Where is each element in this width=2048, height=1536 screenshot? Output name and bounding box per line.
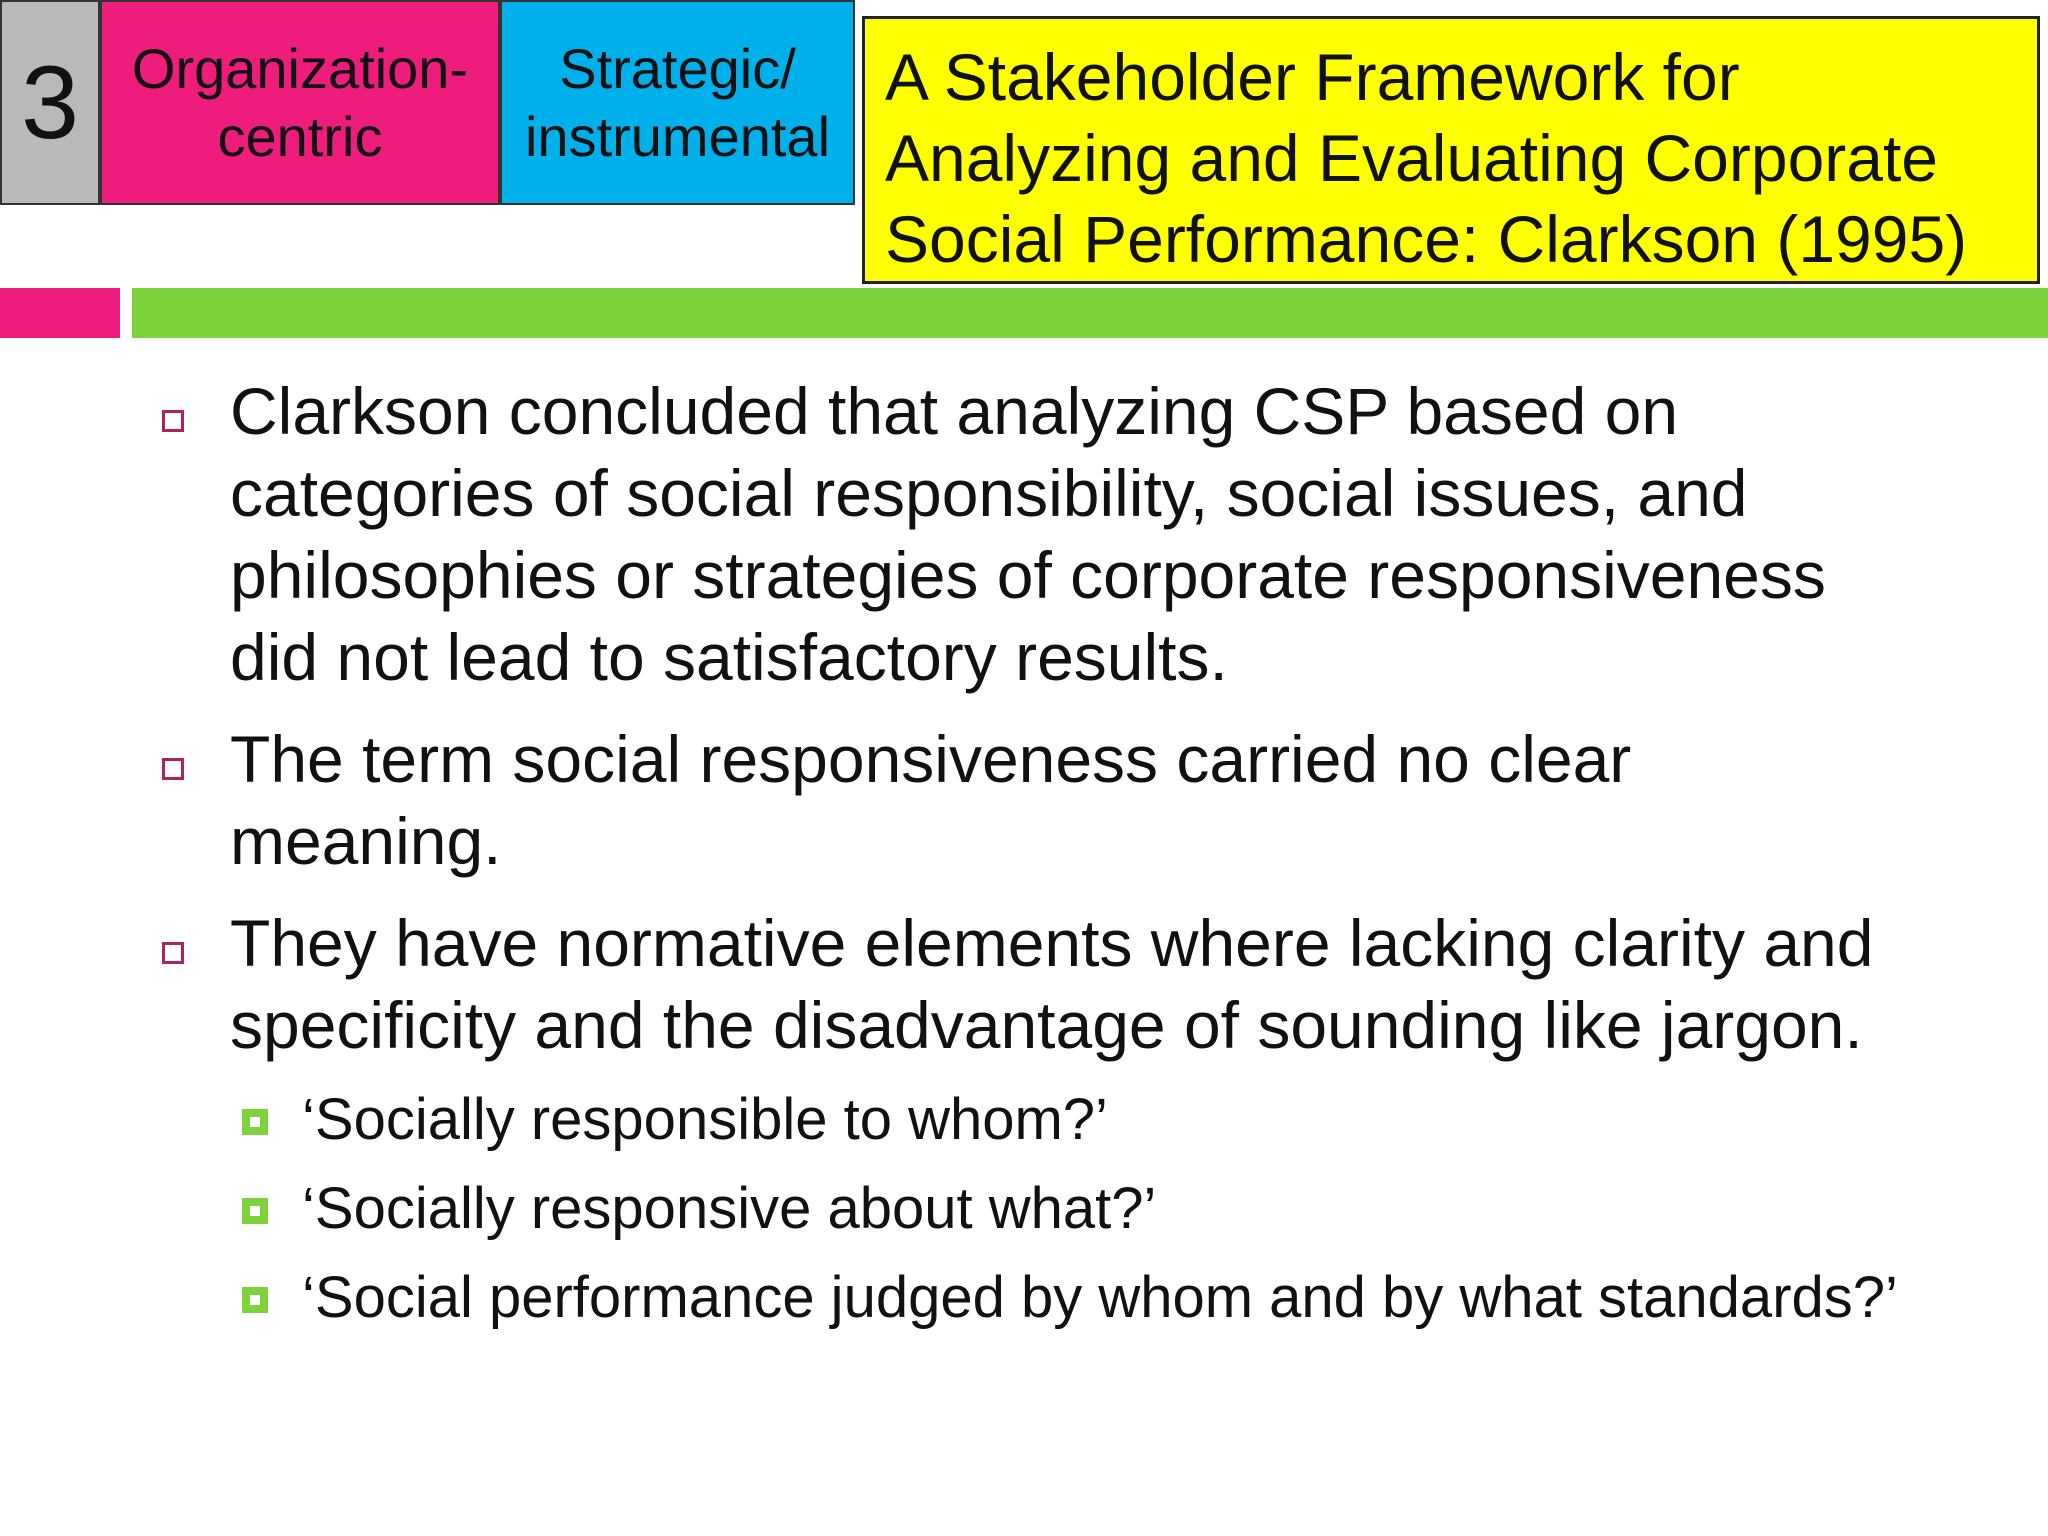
sub-bullet-item [242, 1174, 2032, 1244]
sub-bullet-item [242, 1263, 2032, 1333]
bullet-item [160, 902, 2020, 1066]
category-one-label: Organization- centric [131, 36, 469, 168]
divider-bar-right [132, 288, 2048, 338]
hollow-square-bullet-icon [162, 410, 184, 432]
sub-bullet-text: ‘Socially responsive about what?’ [302, 1176, 1157, 1241]
category-organization-centric [100, 0, 500, 205]
square-sub-bullet-icon [242, 1287, 268, 1313]
category-two-label: Strategic/ instrumental [524, 36, 831, 168]
divider-bar-left [0, 288, 120, 338]
sub-bullet-text: ‘Social performance judged by whom and by what standards?’ [302, 1265, 1898, 1330]
slide-number-box [0, 0, 100, 205]
sub-bullet-item [242, 1085, 2032, 1155]
slide-title: A Stakeholder Framework for Analyzing and Evaluating Corporate Social Performance: Clarkson (1995) [885, 40, 1968, 276]
category-strategic-instrumental [500, 0, 855, 205]
bullet-item [160, 718, 2020, 882]
title-box [862, 16, 2040, 284]
bullet-item [160, 370, 2020, 698]
slide-number: 3 [21, 44, 79, 161]
hollow-square-bullet-icon [162, 942, 184, 964]
square-sub-bullet-icon [242, 1198, 268, 1224]
square-sub-bullet-icon [242, 1109, 268, 1135]
bullet-text: The term social responsiveness carried no clear meaning. [230, 722, 1632, 878]
bullet-text: They have normative elements where lacking clarity and specificity and the disadvantage of sounding like jargon. [230, 906, 1874, 1062]
hollow-square-bullet-icon [162, 758, 184, 780]
bullet-text: Clarkson concluded that analyzing CSP based on categories of social responsibility, social issues, and philosophies or strategies of corporate responsiveness did not lead to satisfactory results. [230, 374, 1826, 694]
sub-bullet-text: ‘Socially responsible to whom?’ [302, 1087, 1108, 1152]
